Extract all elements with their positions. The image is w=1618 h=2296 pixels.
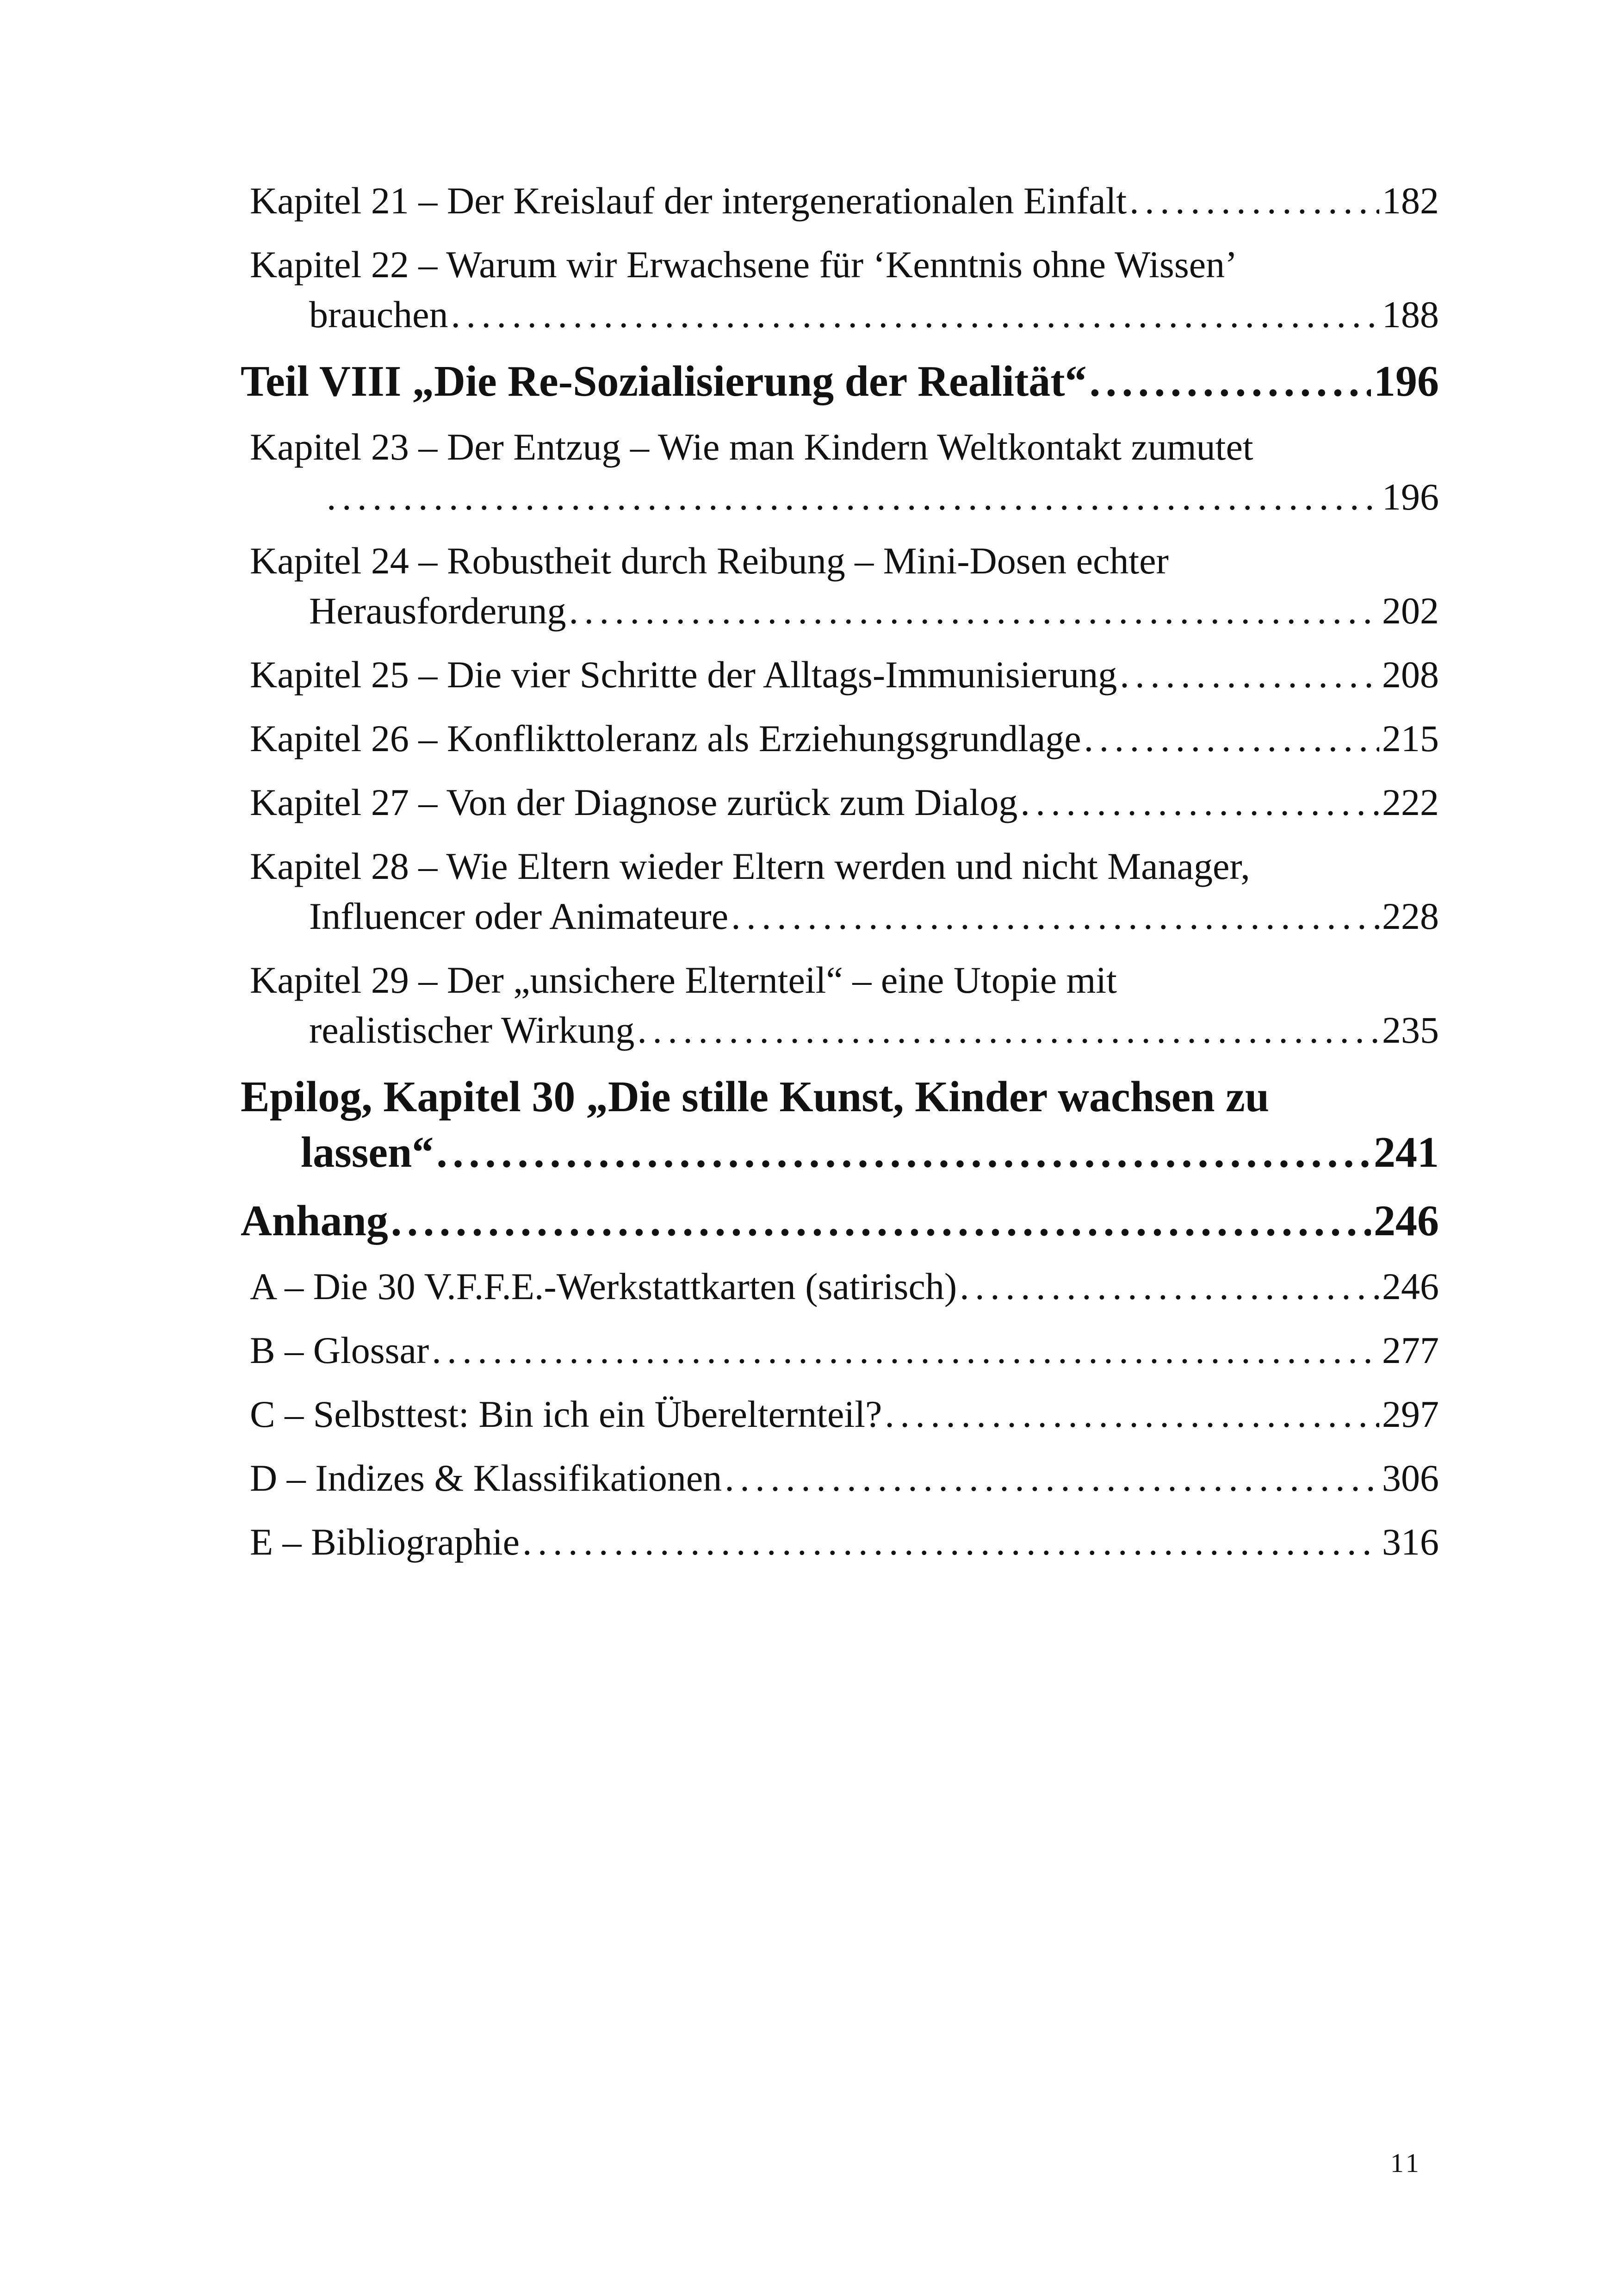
toc-part-entry[interactable] — [241, 354, 1439, 409]
toc-entry-title: realistischer Wirkung — [309, 1009, 635, 1051]
table-of-contents — [241, 176, 1439, 1581]
leader-dots — [731, 891, 1379, 941]
toc-page-number: 202 — [1382, 590, 1439, 632]
toc-page-number: 246 — [1374, 1197, 1439, 1245]
toc-entry-title: Epilog, Kapitel 30 „Die stille Kunst, Kinder wachsen zu — [241, 1073, 1270, 1121]
toc-page-number: 306 — [1382, 1457, 1439, 1499]
toc-entry-title: Influencer oder Animateure — [309, 895, 729, 937]
leader-dots — [522, 1517, 1379, 1567]
toc-entry-title: C – Selbsttest: Bin ich ein Überelternteil? — [250, 1393, 882, 1435]
leader-dots — [637, 1005, 1379, 1055]
toc-entry[interactable] — [241, 422, 1439, 522]
leader-dots — [725, 1453, 1379, 1503]
toc-entry-title: A – Die 30 V.F.F.E.-Werkstattkarten (satirisch) — [250, 1265, 957, 1307]
leader-dots — [432, 1325, 1379, 1375]
toc-entry-title: Kapitel 24 – Robustheit durch Reibung – Mini-Dosen echter — [250, 540, 1169, 582]
toc-entry[interactable] — [241, 240, 1439, 340]
toc-entry-title: Kapitel 25 – Die vier Schritte der Alltags-Immunisierung — [250, 653, 1117, 696]
toc-page-number: 241 — [1374, 1128, 1439, 1176]
leader-dots — [1090, 354, 1371, 409]
toc-page-number: 316 — [1382, 1521, 1439, 1563]
toc-entry-title: brauchen — [309, 293, 448, 336]
leader-dots — [885, 1389, 1379, 1439]
toc-entry[interactable] — [241, 1453, 1439, 1503]
toc-page-number: 235 — [1382, 1009, 1439, 1051]
leader-dots — [1129, 176, 1379, 226]
toc-entry-title: B – Glossar — [250, 1329, 429, 1371]
toc-page-number: 222 — [1382, 781, 1439, 823]
toc-page-number: 196 — [1382, 476, 1439, 518]
toc-page-number: 182 — [1382, 180, 1439, 222]
toc-entry[interactable] — [241, 1389, 1439, 1439]
toc-entry[interactable] — [241, 1262, 1439, 1312]
toc-entry[interactable] — [241, 1517, 1439, 1567]
toc-entry-title: Kapitel 23 – Der Entzug – Wie man Kindern Weltkontakt zumutet — [250, 426, 1253, 468]
toc-entry-title: Kapitel 29 – Der „unsichere Elternteil“ – eine Utopie mit — [250, 959, 1117, 1001]
toc-entry-title: E – Bibliographie — [250, 1521, 520, 1563]
toc-page-number: 246 — [1382, 1265, 1439, 1307]
leader-dots — [1020, 778, 1379, 828]
toc-part-entry[interactable] — [241, 1193, 1439, 1249]
leader-dots — [436, 1125, 1371, 1180]
page-number: 11 — [1390, 2148, 1422, 2178]
toc-entry-title: Kapitel 28 – Wie Eltern wieder Eltern werden und nicht Manager, — [250, 845, 1250, 887]
toc-page-number: 215 — [1382, 717, 1439, 759]
leader-dots — [1120, 650, 1379, 700]
leader-dots — [451, 290, 1380, 340]
toc-page-number: 208 — [1382, 653, 1439, 696]
toc-page-number: 277 — [1382, 1329, 1439, 1371]
toc-page-number: 228 — [1382, 895, 1439, 937]
toc-entry-title: Kapitel 27 – Von der Diagnose zurück zum Dialog — [250, 781, 1018, 823]
toc-entry[interactable] — [241, 778, 1439, 828]
toc-entry-title: D – Indizes & Klassifikationen — [250, 1457, 722, 1499]
leader-dots — [1084, 714, 1379, 764]
toc-entry[interactable] — [241, 536, 1439, 636]
leader-dots — [327, 472, 1379, 522]
toc-part-entry[interactable] — [241, 1069, 1439, 1180]
toc-entry-title: lassen“ — [301, 1128, 434, 1176]
toc-entry-title: Kapitel 21 – Der Kreislauf der intergenerationalen Einfalt — [250, 180, 1127, 222]
toc-entry-title: Herausforderung — [309, 590, 566, 632]
leader-dots — [391, 1193, 1371, 1249]
toc-entry-title: Kapitel 22 – Warum wir Erwachsene für ‘Kenntnis ohne Wissen’ — [250, 243, 1238, 286]
toc-entry[interactable] — [241, 841, 1439, 941]
toc-entry-title: Anhang — [241, 1197, 388, 1245]
leader-dots — [569, 586, 1379, 636]
toc-entry[interactable] — [241, 176, 1439, 226]
leader-dots — [960, 1262, 1379, 1312]
toc-page-number: 196 — [1374, 357, 1439, 405]
toc-page-number: 188 — [1382, 293, 1439, 336]
toc-entry[interactable] — [241, 955, 1439, 1055]
toc-entry-title: Kapitel 26 – Konflikttoleranz als Erziehungsgrundlage — [250, 717, 1081, 759]
toc-entry-title: Teil VIII „Die Re-Sozialisierung der Realität“ — [241, 357, 1087, 405]
toc-page-number: 297 — [1382, 1393, 1439, 1435]
toc-entry[interactable] — [241, 650, 1439, 700]
toc-entry[interactable] — [241, 1325, 1439, 1375]
toc-entry[interactable] — [241, 714, 1439, 764]
